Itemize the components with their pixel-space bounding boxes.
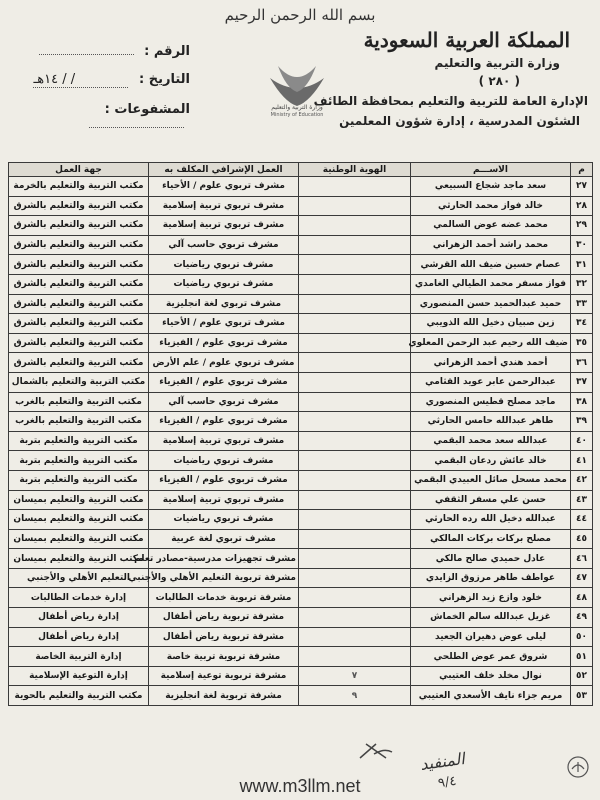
- row-number-cell: ٤٣: [571, 490, 593, 510]
- logo-caption-ar: وزارة التربية والتعليم: [271, 104, 323, 111]
- row-task-cell: مشرف تربوي حاسب آلي: [149, 392, 299, 412]
- row-number-cell: ٢٩: [571, 216, 593, 236]
- row-workplace-cell: مكتب التربية والتعليم بميسان: [9, 510, 149, 530]
- row-number-cell: ٣٠: [571, 235, 593, 255]
- row-number-cell: ٤٩: [571, 608, 593, 628]
- row-workplace-cell: مكتب التربية والتعليم بالشرق: [9, 235, 149, 255]
- handwritten-signature: المنفيد: [418, 748, 466, 775]
- row-national-id-cell: [299, 177, 411, 197]
- row-national-id-cell: [299, 510, 411, 530]
- row-task-cell: مشرفة تربوية تربية خاصة: [149, 647, 299, 667]
- row-name-cell: عبدالرحمن عابر عويد القثامي: [411, 372, 571, 392]
- row-national-id-cell: [299, 274, 411, 294]
- row-task-cell: مشرفة تربوية خدمات الطالبات: [149, 588, 299, 608]
- row-national-id-cell: [299, 333, 411, 353]
- row-national-id-cell: [299, 353, 411, 373]
- row-workplace-cell: مكتب التربية والتعليم بالشرق: [9, 333, 149, 353]
- table-header-row: [9, 163, 593, 177]
- row-name-cell: حسن علي مسفر الثقفي: [411, 490, 571, 510]
- row-number-cell: ٣١: [571, 255, 593, 275]
- row-task-cell: مشرف تربوي تربية إسلامية: [149, 216, 299, 236]
- row-number-cell: ٤٥: [571, 529, 593, 549]
- row-workplace-cell: مكتب التربية والتعليم بتربة: [9, 431, 149, 451]
- date-label: التاريخ: [148, 72, 190, 87]
- row-workplace-cell: مكتب التربية والتعليم بالشرق: [9, 314, 149, 334]
- row-workplace-cell: مكتب التربية والتعليم بالحوية: [9, 686, 149, 706]
- row-number-cell: ٤٠: [571, 431, 593, 451]
- table-row: [9, 549, 593, 569]
- column-header-name: الاســـم: [411, 163, 571, 177]
- row-number-cell: ٣٤: [571, 314, 593, 334]
- table-row: [9, 490, 593, 510]
- row-workplace-cell: مكتب التربية والتعليم بتربة: [9, 470, 149, 490]
- row-workplace-cell: مكتب التربية والتعليم بالشرق: [9, 274, 149, 294]
- row-number-cell: ٣٥: [571, 333, 593, 353]
- row-task-cell: مشرف تجهيزات مدرسية-مصادر تعلم: [149, 549, 299, 569]
- department-name: الشئون المدرسية ، إدارة شؤون المعلمين: [339, 114, 580, 128]
- row-task-cell: مشرف تربوي رياضيات: [149, 255, 299, 275]
- table-row: [9, 177, 593, 197]
- row-name-cell: طاهر عبدالله حامس الحارثي: [411, 412, 571, 432]
- row-workplace-cell: مكتب التربية والتعليم بميسان: [9, 549, 149, 569]
- row-workplace-cell: مكتب التربية والتعليم بتربة: [9, 451, 149, 471]
- table-row: [9, 608, 593, 628]
- row-number-cell: ٤١: [571, 451, 593, 471]
- row-workplace-cell: مكتب التربية والتعليم بالشرق: [9, 353, 149, 373]
- row-workplace-cell: مكتب التربية والتعليم بالخرمة: [9, 177, 149, 197]
- row-number-cell: ٥١: [571, 647, 593, 667]
- row-task-cell: مشرفة تربوية لغة انجليزية: [149, 686, 299, 706]
- row-task-cell: مشرف تربوي علوم / الفيزياء: [149, 372, 299, 392]
- row-task-cell: مشرف تربوي تربية إسلامية: [149, 431, 299, 451]
- row-number-cell: ٥٢: [571, 666, 593, 686]
- row-name-cell: خلود وازع زيد الزهراني: [411, 588, 571, 608]
- row-task-cell: مشرف تربوي علوم / الأحياء: [149, 177, 299, 197]
- column-header-assigned-task: العمل الإشرافي المكلف به: [149, 163, 299, 177]
- site-watermark: www.m3llm.net: [239, 776, 361, 796]
- row-national-id-cell: [299, 490, 411, 510]
- row-workplace-cell: مكتب التربية والتعليم بالشمال: [9, 372, 149, 392]
- row-national-id-cell: [299, 568, 411, 588]
- row-name-cell: عصام حسين ضيف الله القرشي: [411, 255, 571, 275]
- table-row: [9, 274, 593, 294]
- row-task-cell: مشرفة تربوية رياض أطفال: [149, 627, 299, 647]
- document-code: ( ٢٨٠ ): [478, 74, 520, 88]
- row-number-cell: ٤٢: [571, 470, 593, 490]
- row-name-cell: ليلى عوض دهيران الجعيد: [411, 627, 571, 647]
- row-number-cell: ٣٧: [571, 372, 593, 392]
- row-national-id-cell: [299, 588, 411, 608]
- table-row: [9, 647, 593, 667]
- row-task-cell: مشرف تربوي تربية إسلامية: [149, 490, 299, 510]
- row-number-cell: ٢٨: [571, 196, 593, 216]
- attachments-field: المشفوعات :: [20, 102, 190, 132]
- table-row: [9, 314, 593, 334]
- table-row: [9, 392, 593, 412]
- basmala: بسم الله الرحمن الرحيم: [224, 6, 376, 24]
- row-national-id-cell: [299, 451, 411, 471]
- directorate-name: الإدارة العامة للتربية والتعليم بمحافظة الطائف: [313, 94, 588, 108]
- date-value: / / ١٤هـ: [33, 72, 128, 88]
- table-row: [9, 353, 593, 373]
- row-name-cell: غزيل عبدالله سالم الخماش: [411, 608, 571, 628]
- row-name-cell: خالد عائش ردعان البقمي: [411, 451, 571, 471]
- row-name-cell: خالد فواز محمد الحارثي: [411, 196, 571, 216]
- ministry-name: وزارة التربية والتعليم: [434, 56, 560, 70]
- column-header-workplace: جهة العمل: [9, 163, 149, 177]
- table-row: [9, 372, 593, 392]
- row-national-id-cell: [299, 431, 411, 451]
- row-task-cell: مشرف تربوي تربية إسلامية: [149, 196, 299, 216]
- row-number-cell: ٣٦: [571, 353, 593, 373]
- row-national-id-cell: [299, 549, 411, 569]
- table-row: [9, 451, 593, 471]
- row-national-id-cell: [299, 412, 411, 432]
- row-task-cell: مشرف تربوي رياضيات: [149, 451, 299, 471]
- row-task-cell: مشرفة تربوية التعليم الأهلي والأجنبي: [149, 568, 299, 588]
- row-workplace-cell: مكتب التربية والتعليم بالشرق: [9, 294, 149, 314]
- row-workplace-cell: مكتب التربية والتعليم بالغرب: [9, 412, 149, 432]
- row-national-id-cell: [299, 647, 411, 667]
- row-number-cell: ٢٧: [571, 177, 593, 197]
- row-national-id-cell: [299, 470, 411, 490]
- row-national-id-cell: [299, 627, 411, 647]
- table-row: [9, 196, 593, 216]
- row-name-cell: ضيف الله رحيم عبد الرحمن المعلوي: [411, 333, 571, 353]
- row-national-id-cell: [299, 255, 411, 275]
- row-task-cell: مشرف تربوي رياضيات: [149, 274, 299, 294]
- row-name-cell: عادل حميدي صالح مالكي: [411, 549, 571, 569]
- row-number-cell: ٤٤: [571, 510, 593, 530]
- table-row: [9, 529, 593, 549]
- row-name-cell: شروق عمر عوض الطلحي: [411, 647, 571, 667]
- table-row: [9, 510, 593, 530]
- row-national-id-cell: [299, 294, 411, 314]
- row-national-id-cell: [299, 529, 411, 549]
- row-task-cell: مشرف تربوي علوم / علم الأرض: [149, 353, 299, 373]
- table-row: [9, 235, 593, 255]
- row-national-id-cell: ٩: [299, 686, 411, 706]
- ref-number-value: [39, 54, 134, 55]
- handwritten-date: ٩/٤: [437, 773, 458, 792]
- row-workplace-cell: مكتب التربية والتعليم بالغرب: [9, 392, 149, 412]
- row-number-cell: ٤٦: [571, 549, 593, 569]
- table-row: [9, 431, 593, 451]
- logo-caption-en: Ministry of Education: [270, 112, 324, 118]
- row-name-cell: نوال مخلد خلف العتيبي: [411, 666, 571, 686]
- row-name-cell: أحمد هندي أحمد الزهراني: [411, 353, 571, 373]
- row-workplace-cell: مكتب التربية والتعليم بالشرق: [9, 255, 149, 275]
- row-workplace-cell: مكتب التربية والتعليم بالشرق: [9, 216, 149, 236]
- row-name-cell: مريم جزاء نايف الأسعدي العتيبي: [411, 686, 571, 706]
- row-national-id-cell: [299, 216, 411, 236]
- row-workplace-cell: إدارة التوعية الإسلامية: [9, 666, 149, 686]
- table-row: [9, 216, 593, 236]
- row-name-cell: عبدالله دخيل الله رده الحارثي: [411, 510, 571, 530]
- table-row: [9, 470, 593, 490]
- row-name-cell: ماجد مصلح قطيس المنصوري: [411, 392, 571, 412]
- row-name-cell: فواز مسفر محمد الطيالي الغامدي: [411, 274, 571, 294]
- date-field: التاريخ : / / ١٤هـ: [33, 72, 190, 87]
- row-name-cell: محمد راشد أحمد الزهراني: [411, 235, 571, 255]
- row-task-cell: مشرف تربوي علوم / الفيزياء: [149, 333, 299, 353]
- row-number-cell: ٤٧: [571, 568, 593, 588]
- attachments-label: المشفوعات: [114, 102, 190, 117]
- supervisors-table: [8, 162, 593, 706]
- table-row: [9, 666, 593, 686]
- row-workplace-cell: مكتب التربية والتعليم بميسان: [9, 490, 149, 510]
- row-national-id-cell: [299, 314, 411, 334]
- row-national-id-cell: [299, 235, 411, 255]
- row-national-id-cell: ٧: [299, 666, 411, 686]
- row-number-cell: ٤٨: [571, 588, 593, 608]
- table-row: [9, 686, 593, 706]
- table-row: [9, 627, 593, 647]
- row-task-cell: مشرف تربوي حاسب آلي: [149, 235, 299, 255]
- column-header-national-id: الهوية الوطنية: [299, 163, 411, 177]
- row-task-cell: مشرف تربوي لغة عربية: [149, 529, 299, 549]
- table-row: [9, 588, 593, 608]
- column-header-number: م: [571, 163, 593, 177]
- row-workplace-cell: مكتب التربية والتعليم بميسان: [9, 529, 149, 549]
- table-row: [9, 412, 593, 432]
- row-task-cell: مشرف تربوي علوم / الفيزياء: [149, 470, 299, 490]
- row-workplace-cell: إدارة التربية الخاصة: [9, 647, 149, 667]
- row-number-cell: ٥٣: [571, 686, 593, 706]
- row-national-id-cell: [299, 608, 411, 628]
- table-row: [9, 294, 593, 314]
- row-task-cell: مشرف تربوي لغة انجليزية: [149, 294, 299, 314]
- row-number-cell: ٣٨: [571, 392, 593, 412]
- row-national-id-cell: [299, 372, 411, 392]
- row-name-cell: عبدالله سعد محمد البقمي: [411, 431, 571, 451]
- row-name-cell: محمد عضه عوض السالمي: [411, 216, 571, 236]
- attachments-value: [89, 127, 184, 128]
- row-number-cell: ٣٢: [571, 274, 593, 294]
- row-national-id-cell: [299, 392, 411, 412]
- ref-number-field: الرقم :: [20, 44, 190, 59]
- row-name-cell: زين صبيان دخيل الله الذويبي: [411, 314, 571, 334]
- table-row: [9, 333, 593, 353]
- row-name-cell: حميد عبدالحميد حسن المنصوري: [411, 294, 571, 314]
- row-workplace-cell: إدارة خدمات الطالبات: [9, 588, 149, 608]
- row-workplace-cell: إدارة رياض أطفال: [9, 608, 149, 628]
- row-number-cell: ٣٩: [571, 412, 593, 432]
- row-name-cell: محمد مسحل صائل العبيدي البقمي: [411, 470, 571, 490]
- ref-number-label: الرقم: [153, 44, 190, 59]
- initials-mark-icon: [356, 740, 396, 762]
- row-task-cell: مشرف تربوي علوم / الأحياء: [149, 314, 299, 334]
- row-task-cell: مشرف تربوي علوم / الفيزياء: [149, 412, 299, 432]
- row-number-cell: ٣٣: [571, 294, 593, 314]
- row-task-cell: مشرفة تربوية رياض أطفال: [149, 608, 299, 628]
- row-national-id-cell: [299, 196, 411, 216]
- row-number-cell: ٥٠: [571, 627, 593, 647]
- row-task-cell: مشرفة تربوية توعية إسلامية: [149, 666, 299, 686]
- row-name-cell: مصلح بركات بركات المالكي: [411, 529, 571, 549]
- row-workplace-cell: مكتب التربية والتعليم بالشرق: [9, 196, 149, 216]
- row-workplace-cell: التعليم الأهلي والأجنبي: [9, 568, 149, 588]
- row-task-cell: مشرف تربوي رياضيات: [149, 510, 299, 530]
- row-workplace-cell: إدارة رياض أطفال: [9, 627, 149, 647]
- kingdom-title: المملكة العربية السعودية: [363, 28, 570, 52]
- row-name-cell: سعد ماجد شجاع السبيعي: [411, 177, 571, 197]
- table-row: [9, 255, 593, 275]
- row-name-cell: عواطف طاهر مرزوق الزايدي: [411, 568, 571, 588]
- table-row: [9, 568, 593, 588]
